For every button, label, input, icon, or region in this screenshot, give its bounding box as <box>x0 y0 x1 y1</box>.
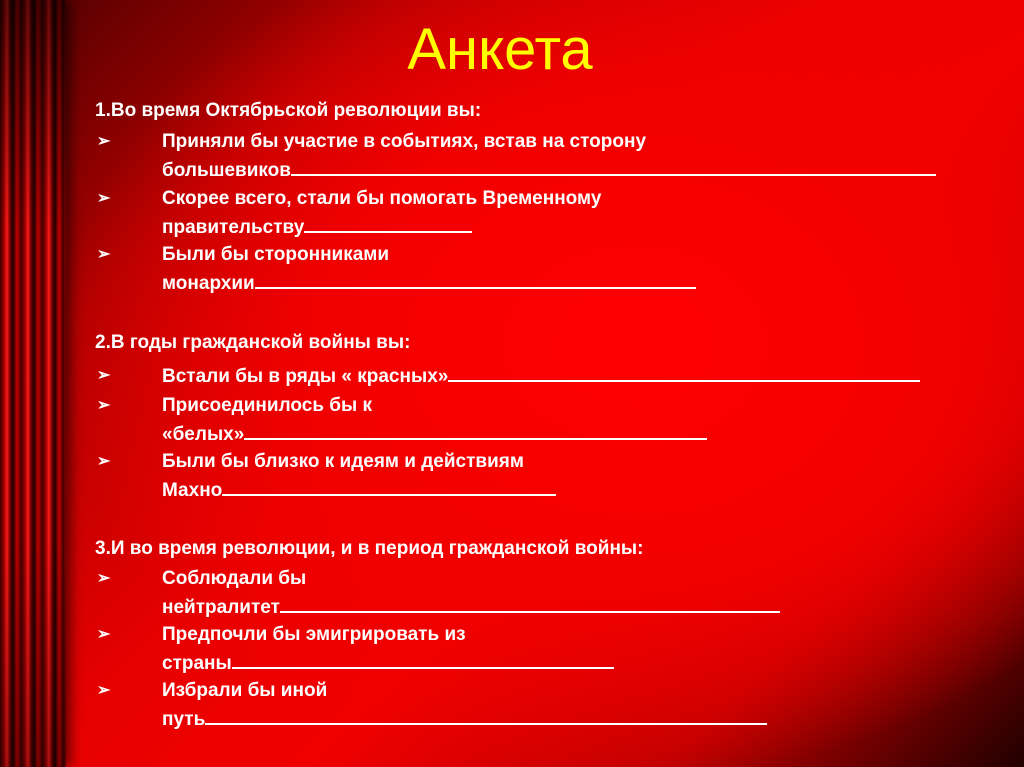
section-2-heading: 2.В годы гражданской войны вы: <box>95 332 411 353</box>
section-3-heading: 3.И во время революции, и в период гражданской войны: <box>95 538 644 559</box>
arrow-bullet-icon: ➢ <box>97 190 111 207</box>
slide-title: Анкета <box>407 17 593 82</box>
section-1-heading: 1.Во время Октябрьской революции вы: <box>95 100 482 121</box>
answer-blank[interactable] <box>255 269 696 289</box>
answer-blank[interactable] <box>304 213 472 233</box>
answer-blank[interactable] <box>205 705 767 725</box>
arrow-bullet-icon: ➢ <box>97 397 111 414</box>
arrow-bullet-icon: ➢ <box>97 246 111 263</box>
arrow-bullet-icon: ➢ <box>97 570 111 587</box>
answer-blank[interactable] <box>222 476 556 496</box>
arrow-bullet-icon: ➢ <box>97 453 111 470</box>
arrow-bullet-icon: ➢ <box>97 682 111 699</box>
answer-blank[interactable] <box>232 649 614 669</box>
arrow-bullet-icon: ➢ <box>97 626 111 643</box>
answer-blank[interactable] <box>244 420 707 440</box>
answer-blank[interactable] <box>280 593 780 613</box>
arrow-bullet-icon: ➢ <box>97 133 111 150</box>
arrow-bullet-icon: ➢ <box>97 367 111 384</box>
answer-blank[interactable] <box>291 156 936 176</box>
curtain-decoration <box>0 0 66 767</box>
answer-blank[interactable] <box>448 362 920 382</box>
